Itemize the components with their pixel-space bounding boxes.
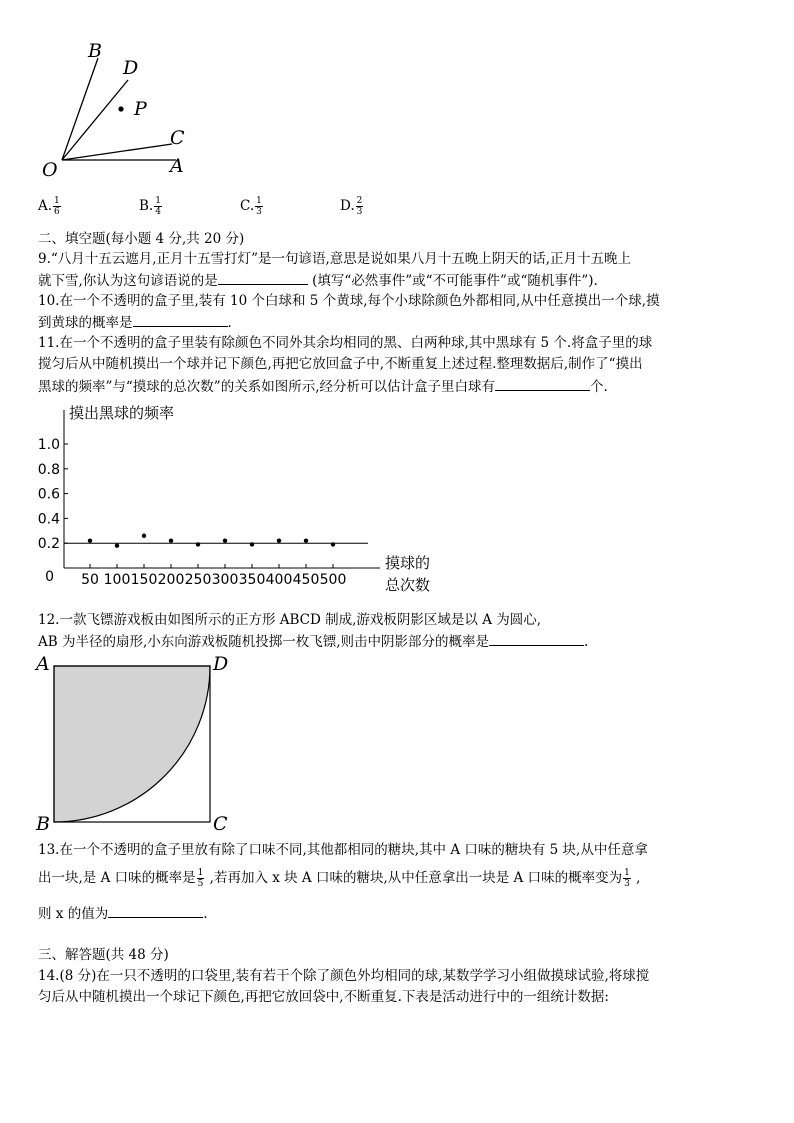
- data-point: [331, 542, 335, 546]
- data-point: [196, 542, 200, 546]
- y-tick-label: 1.0: [37, 437, 60, 453]
- option-fraction: [356, 196, 364, 217]
- q8-option-c: [240, 196, 264, 217]
- frac-denominator: 5: [197, 879, 204, 889]
- frac-numerator: 1: [197, 868, 204, 878]
- fraction-one-fifth: [197, 868, 205, 889]
- x-tick-label: 50: [81, 572, 99, 588]
- q12-text: AB 为半径的扇形,小东向游戏板随机投掷一枚飞镖,则击中阴影部分的概率是: [38, 634, 490, 650]
- option-fraction: [154, 196, 162, 217]
- q11-line1: 11.在一个不透明的盒子里装有除颜色不同外其余均相同的黑、白两种球,其中黑球有 5 个.将盒子里的球: [38, 335, 653, 351]
- q13-line1: 13.在一个不透明的盒子里放有除了口味不同,其他都相同的糖块,其中 A 口味的糖块有 5 块,从中任意拿: [38, 842, 648, 858]
- fraction-one-third: [623, 868, 631, 889]
- label-b: B: [36, 813, 50, 835]
- x-tick-label: 150: [130, 572, 158, 588]
- q10-end: .: [227, 315, 232, 331]
- frac-denominator: 3: [624, 879, 630, 889]
- label-a: A: [36, 653, 50, 675]
- x-tick-label: 450: [292, 572, 320, 588]
- option-fraction: [255, 196, 263, 217]
- label-d: D: [123, 57, 139, 79]
- label-b: B: [88, 40, 102, 62]
- section-heading: 三、解答题(共 48 分): [38, 947, 169, 963]
- ray-od: [62, 80, 128, 160]
- answer-blank[interactable]: [495, 376, 590, 391]
- q14-line1: 14.(8 分)在一只不透明的口袋里,装有若干个除了颜色外均相同的球,某数学学习小组做摸球试验,将球搅: [38, 968, 650, 984]
- data-point: [88, 539, 92, 543]
- x-tick-label: 100: [103, 572, 131, 588]
- point-p: [118, 106, 123, 111]
- y-tick-label: 0.4: [37, 511, 60, 528]
- data-point: [223, 539, 227, 543]
- q12-line2: [38, 631, 588, 652]
- x-tick-label: 250: [184, 572, 212, 588]
- q10-line1: 10.在一个不透明的盒子里,装有 10 个白球和 5 个黄球,每个小球除颜色外都相同,从中任意摸出一个球,摸: [38, 293, 660, 309]
- q9-text: 就下雪,你认为这句谚语说的是: [38, 273, 218, 289]
- frequency-chart: [30, 398, 450, 600]
- q10-text: 到黄球的概率是: [38, 315, 133, 331]
- frac-numerator: 1: [624, 868, 630, 878]
- frac-numerator: 1: [256, 196, 262, 206]
- q10-line2: [38, 312, 232, 333]
- x-axis-label-line2: 总次数: [385, 576, 431, 594]
- frac-numerator: 1: [155, 196, 161, 206]
- data-point: [142, 534, 146, 538]
- label-d: D: [213, 653, 229, 675]
- y-tick-label: 0.8: [37, 461, 60, 478]
- q13-text-middle: ,若再加入 x 块 A 口味的糖块,从中任意拿出一块是 A 口味的概率变为: [205, 870, 623, 886]
- answer-blank[interactable]: [218, 270, 308, 285]
- y-axis-label: 摸出黑球的频率: [69, 404, 175, 422]
- option-letter: B.: [139, 198, 154, 214]
- label-c: C: [170, 127, 185, 149]
- x-tick-label: 200: [157, 572, 185, 588]
- q13-line3: [38, 903, 208, 924]
- x-tick-label: 500: [319, 572, 347, 588]
- label-o: O: [42, 159, 58, 181]
- x-axis-label-line1: 摸球的: [385, 554, 431, 572]
- y-tick-label: 0.2: [37, 536, 60, 553]
- q8-option-d: [340, 196, 364, 217]
- q8-option-a: [38, 196, 62, 217]
- data-point: [304, 539, 308, 543]
- q11-end: 个.: [590, 379, 608, 395]
- section-heading: 二、填空题(每小题 4 分,共 20 分): [38, 231, 245, 247]
- frac-numerator: 2: [356, 196, 363, 206]
- q12-end: .: [584, 634, 589, 650]
- q9-line1: 9.“八月十五云遮月,正月十五雪打灯”是一句谚语,意思是说如果八月十五晚上阴天的话,正月十五晚上: [38, 251, 632, 267]
- answer-blank[interactable]: [133, 312, 228, 327]
- option-letter: A.: [38, 198, 53, 214]
- frac-denominator: 6: [54, 207, 60, 217]
- q11-text: 黑球的频率”与“摸球的总次数”的关系如图所示,经分析可以估计盒子里白球有: [38, 379, 495, 395]
- label-a: A: [170, 155, 184, 177]
- option-letter: C.: [240, 198, 255, 214]
- answer-blank[interactable]: [489, 631, 584, 646]
- shaded-sector: [54, 666, 210, 822]
- square-figure: [30, 650, 240, 838]
- ray-oc: [62, 144, 172, 160]
- option-letter: D.: [340, 198, 355, 214]
- x-tick-label: 300: [211, 572, 239, 588]
- q14-line2: 匀后从中随机摸出一个球记下颜色,再把它放回袋中,不断重复.下表是活动进行中的一组统计数据:: [38, 989, 609, 1005]
- q9-hint: (填写“必然事件”或“不可能事件”或“随机事件”).: [307, 273, 598, 289]
- data-point: [250, 542, 254, 546]
- x-tick-label: 400: [265, 572, 293, 588]
- origin-label: 0: [45, 569, 54, 585]
- q13-text-end: ,: [631, 870, 641, 886]
- q13-end: .: [203, 906, 208, 922]
- frac-denominator: 4: [155, 207, 161, 217]
- ray-ob: [62, 58, 98, 160]
- frac-numerator: 1: [54, 196, 60, 206]
- data-point: [277, 539, 281, 543]
- label-p: P: [134, 98, 147, 120]
- frac-denominator: 3: [256, 207, 262, 217]
- x-tick-label: 350: [238, 572, 266, 588]
- q11-line3: [38, 376, 608, 397]
- q12-line1: 12.一款飞镖游戏板由如图所示的正方形 ABCD 制成,游戏板阴影区域是以 A 为圆心,: [38, 612, 542, 628]
- data-point: [169, 539, 173, 543]
- option-fraction: [53, 196, 61, 217]
- label-c: C: [213, 813, 228, 835]
- q13-line2: [38, 868, 640, 889]
- q11-line2: 搅匀后从中随机摸出一个球并记下颜色,再把它放回盒子中,不断重复上述过程.整理数据后,制作了“摸出: [38, 356, 643, 372]
- angle-figure: [30, 30, 230, 190]
- answer-blank[interactable]: [108, 903, 203, 918]
- y-tick-label: 0.6: [37, 486, 60, 503]
- q8-option-b: [139, 196, 163, 217]
- frac-denominator: 3: [356, 207, 363, 217]
- q9-line2: [38, 270, 598, 291]
- q13-text: 出一块,是 A 口味的概率是: [38, 870, 196, 886]
- data-point: [115, 543, 119, 547]
- q13-text: 则 x 的值为: [38, 906, 109, 922]
